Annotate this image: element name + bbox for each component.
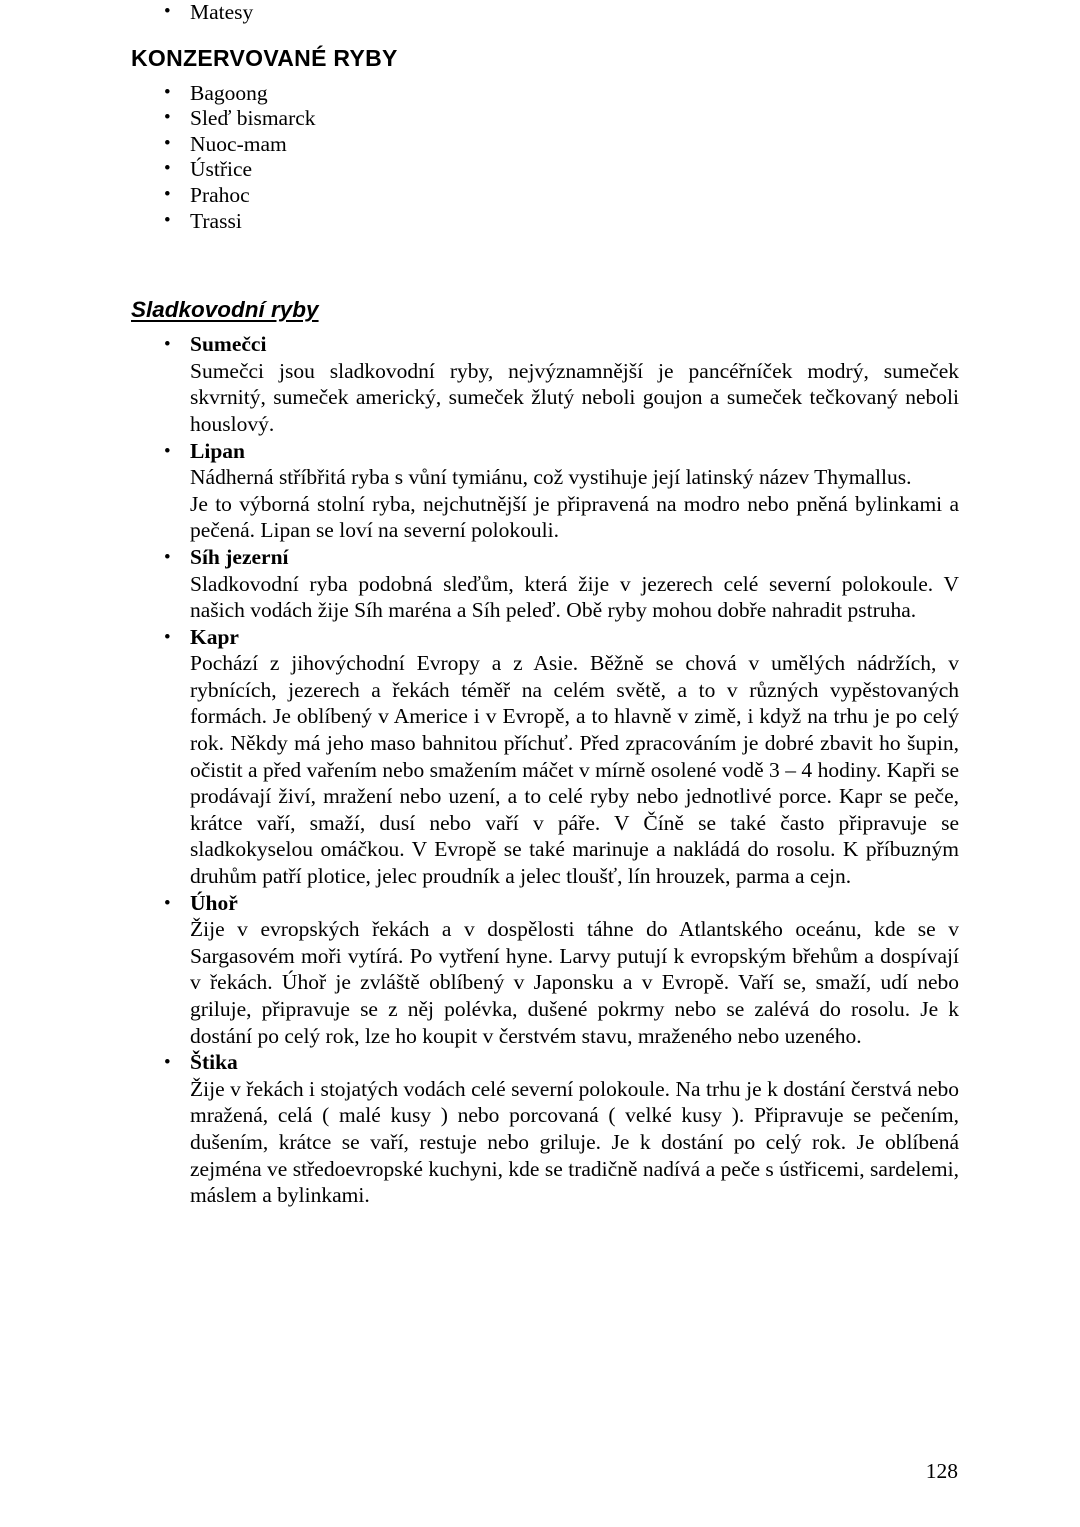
list-item: • Ústřice [131,157,959,183]
entry-body [190,650,959,889]
list-item [131,331,959,437]
entry-body [190,1076,959,1209]
list-item [131,890,959,1050]
preserved-fish-list [131,81,959,235]
list-item [131,438,959,544]
entry-term: • Úhoř [190,890,238,915]
list-item [131,544,959,624]
entry-paragraph: Sumečci jsou sladkovodní ryby, nejvýznamnější je pancéřníček modrý, sumeček skvrnitý, sumeček americký, sumeček žlutý neboli goujon a sumeček tečkovaný neboli houslový. [190,358,959,436]
freshwater-entry-list [131,331,959,1209]
page-content [131,0,959,1209]
entry-term: • Sumečci [190,332,267,357]
entry-paragraph: Žije v evropských řekách a v dospělosti táhne do Atlantského oceánu, kde se v Sargasovém moři vytírá. Po vytření hyne. Larvy putují k evropským břehům a dospívají v řekách. Úhoř je zvláště oblíbený v Japonsku a v Evropě. Vaří se, smaží, udí nebo griluje, připravuje se z něj polévka, dušené pokrmy nebo se zalévá do rosolu. Je k dostání po celý rok, lze ho koupit v čerstvém stavu, mraženého nebo uzeného. [190,917,959,1048]
section-heading-freshwater-fish: Sladkovodní ryby [131,297,319,323]
entry-term: • Síh jezerní [190,544,289,569]
entry-body [190,464,959,544]
entry-term: • Lipan [190,438,245,463]
list-item: • Sleď bismarck [131,106,959,132]
list-item [131,1049,959,1209]
entry-term: • Kapr [190,624,239,649]
entry-paragraph: Pochází z jihovýchodní Evropy a z Asie. Běžně se chová v umělých nádržích, v rybnících, jezerech a řekách téměř na celém světě, a to v různých vypěstovaných formách. Je oblíbený v Americe i v Evropě, a to hlavně v zimě, i když na trhu je po celý rok. Někdy má jeho maso bahnitou příchuť. Před zpracováním je dobré zbavit ho šupin, očistit a před vařením nebo smažením máčet v mírně osolené vodě 3 – 4 hodiny. Kapři se prodávají živí, mražení nebo uzení, a to celé ryby nebo jednotlivé porce. Kapr se peče, krátce vaří, smaží, dusí nebo vaří v páře. V Číně se také často připravuje se sladkokyselou omáčkou. V Evropě se také marinuje a nakládá do rosolu. K příbuzným druhům patří plotice, jelec proudník a jelec tloušť, lín hrouzek, parma a cejn. [190,651,959,889]
entry-paragraph: Je to výborná stolní ryba, nejchutnější je připravená na modro nebo pněná bylinkami a pečená. Lipan se loví na severní polokouli. [190,491,959,543]
page-number: 128 [925,1459,958,1483]
top-bullet-list [131,0,959,26]
list-item: • Nuoc-mam [131,132,959,158]
list-item: • Bagoong [131,81,959,107]
list-item: • Prahoc [131,183,959,209]
entry-body [190,571,959,624]
list-item [131,624,959,890]
entry-term: • Štika [190,1050,238,1075]
section-heading-preserved-fish: KONZERVOVANÉ RYBY [131,44,398,71]
entry-body [190,916,959,1049]
entry-body [190,358,959,438]
freshwater-heading-wrap [131,234,959,331]
entry-paragraph: Nádherná stříbřitá ryba s vůní tymiánu, což vystihuje její latinský název Thymallus. [190,465,912,490]
list-item: • Trassi [131,209,959,235]
entry-paragraph: Žije v řekách i stojatých vodách celé severní polokoule. Na trhu je k dostání čerstvá nebo mražená, celá ( malé kusy ) nebo porcovaná ( velké kusy ). Připravuje se pečením, dušením, krátce se vaří, restuje nebo griluje. Je k dostání po celý rok. Je oblíbená zejména ve středoevropské kuchyni, kde se tradičně nadívá a peče s ústřicemi, sardelemi, máslem a bylinkami. [190,1076,959,1208]
entry-paragraph: Sladkovodní ryba podobná sleďům, která žije v jezerech celé severní polokoule. V našich vodách žije Síh maréna a Síh peleď. Obě ryby mohou dobře nahradit pstruha. [190,571,959,623]
list-item: • Matesy [131,0,959,26]
